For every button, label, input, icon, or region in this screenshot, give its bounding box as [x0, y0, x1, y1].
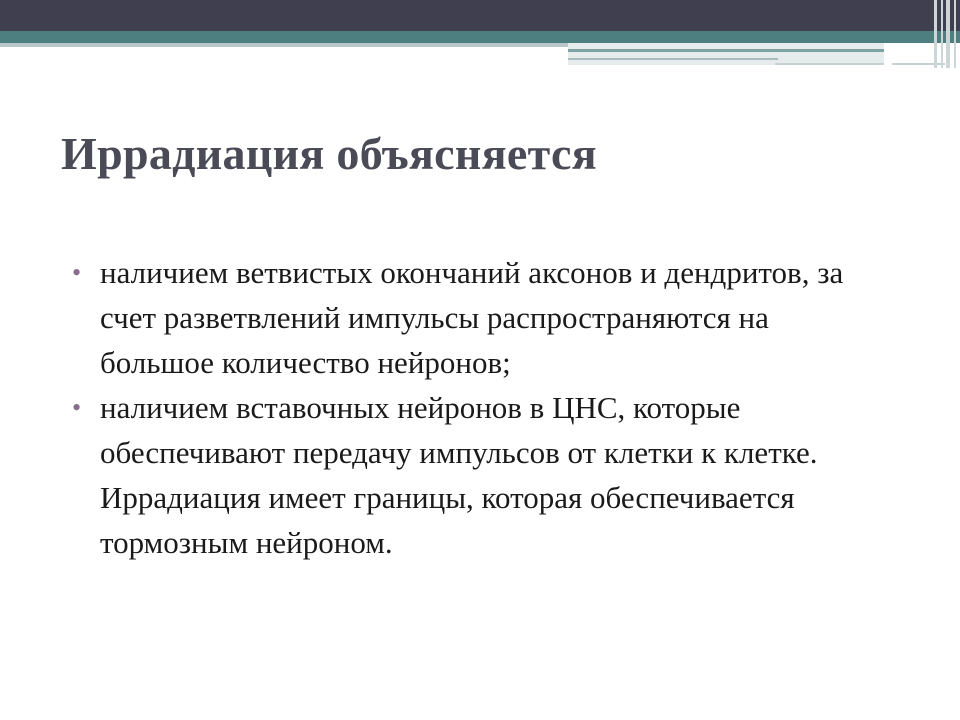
stripe	[941, 0, 943, 68]
header-band-dark	[0, 0, 960, 31]
bullet-text: наличием ветвистых окончаний аксонов и дендритов, за счет разветвлений импульсы распространяются на большое количество нейронов;	[100, 255, 844, 380]
header-tab-line	[568, 58, 778, 60]
header-tab-line	[775, 63, 945, 65]
stripe	[946, 0, 950, 68]
bullet-dot-icon: •	[72, 258, 82, 287]
header-tab-line	[568, 49, 888, 52]
stripe	[954, 0, 956, 68]
stripe	[934, 0, 937, 68]
bullet-item	[72, 385, 872, 565]
header-band-teal	[0, 31, 960, 43]
bullet-item	[72, 250, 872, 385]
bullet-list	[72, 250, 872, 565]
slide-title: Иррадиация объясняется	[61, 128, 597, 179]
header-band-light	[0, 43, 570, 47]
bullet-dot-icon: •	[72, 393, 82, 422]
header-tab-decoration	[568, 43, 888, 65]
bullet-text: наличием вставочных нейронов в ЦНС, которые обеспечивают передачу импульсов от клетки к клетке. Иррадиация имеет границы, которая обеспечивается тормозным нейроном.	[100, 390, 818, 560]
header-tab-gap	[884, 43, 892, 65]
header-right-stripes	[930, 0, 960, 68]
